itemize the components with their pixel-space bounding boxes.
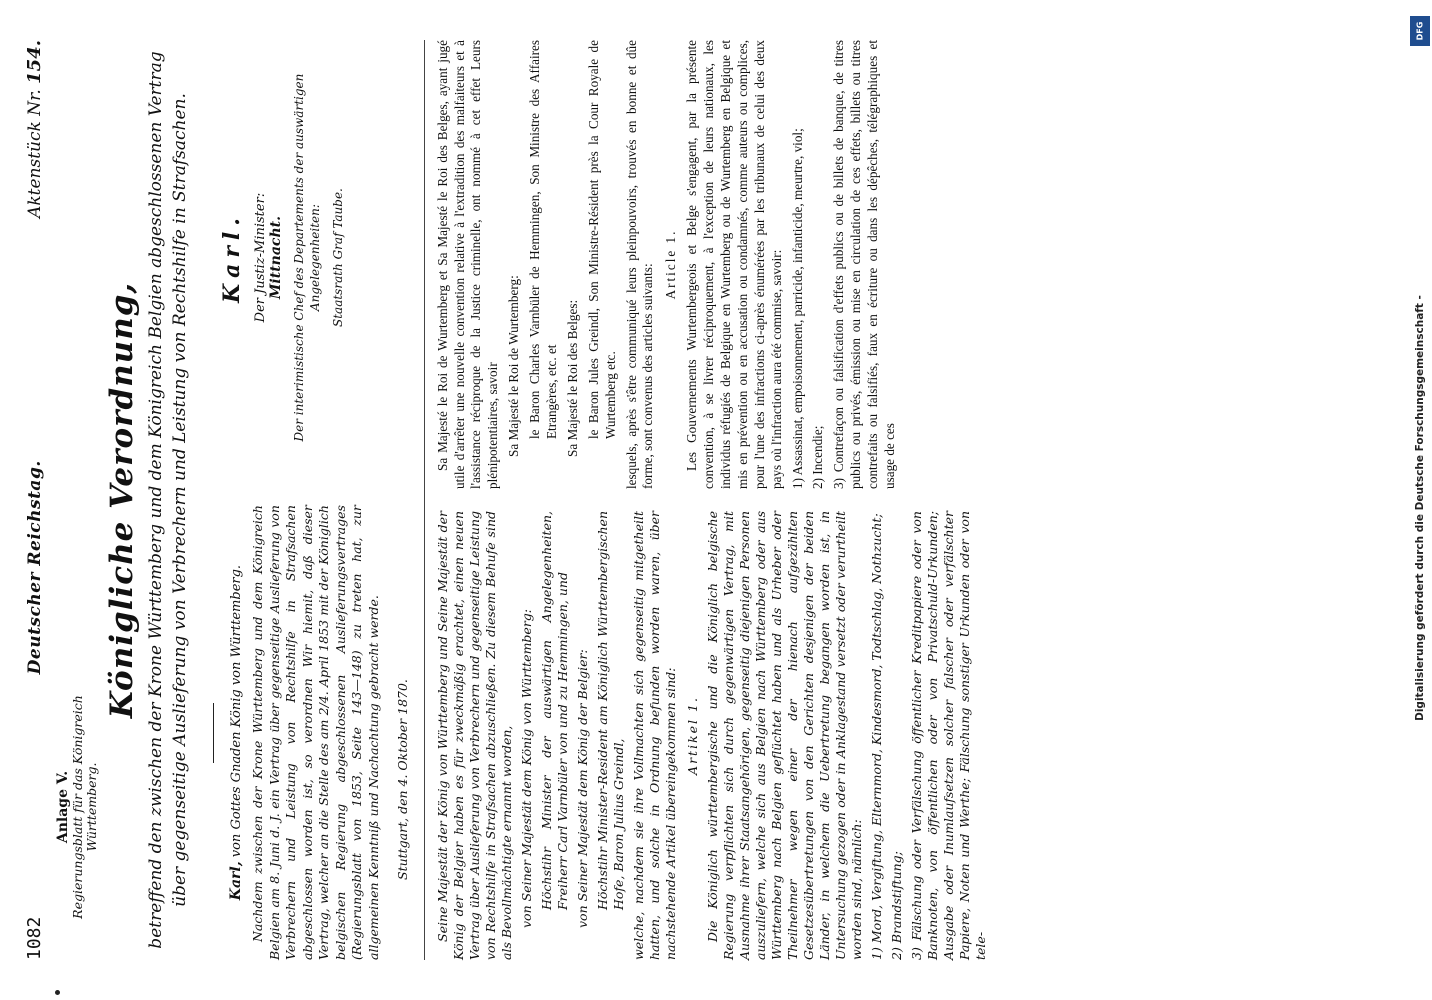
ordinance-subtitle: betreffend den zwischen der Krone Württemberg und dem Königreich Belgien abgeschlossenen Vertrag über gegenseitige Auslieferung von Verbrechern und Leistung von Rechtshilfe in Strafsachen. xyxy=(145,51,191,949)
german-article-heading: Artikel 1. xyxy=(684,696,700,775)
justice-minister-name: Mittnacht. xyxy=(268,216,285,300)
signature-block xyxy=(199,40,410,475)
french-article-heading: Article 1. xyxy=(663,229,679,300)
divider xyxy=(213,703,214,763)
document-number-value: 154. xyxy=(24,40,45,84)
list-item: 1) Mord, Vergiftung, Elternmord, Kindesmord, Todtschlag, Nothzucht; xyxy=(868,513,884,960)
list-item: 2) Brandstiftung; xyxy=(888,851,904,960)
document-number-label: Aktenstück Nr. xyxy=(25,89,45,218)
german-intro: Seine Majestät der König von Württemberg und Seine Majestät der König der Belgier haben es für zweckmäßig erachtet, einen neuen Vertrag über Auslieferung von Verbrechern und gegenseitige Leistung von Rechtshilfe in Strafsachen abzuschließen. Zu diesem Behufe sind als Bevollmächtigte ernannt worden, xyxy=(434,511,514,960)
annex-title: Anlage V. xyxy=(55,770,71,844)
annex-block xyxy=(55,692,100,922)
sovereign-style: von Gottes Gnaden König von Württemberg. xyxy=(229,564,245,858)
french-party2-rep: le Baron Jules Greindl, Son Ministre-Résident près la Cour Royale de Wurtemberg etc. xyxy=(585,40,618,439)
scan-speck xyxy=(55,990,60,995)
sovereign-line xyxy=(228,505,244,960)
german-party1: von Seiner Majestät dem König von Württemberg: xyxy=(518,608,534,928)
german-party1-rep: Höchstihr Minister der auswärtigen Angelegenheiten, Freiherr Carl Varnbüler von und zu Hemmingen, und xyxy=(538,511,570,910)
french-offence-list xyxy=(790,40,899,489)
ordinance-body xyxy=(199,40,410,960)
justice-minister-label: Der Justiz-Minister: xyxy=(253,192,269,323)
german-column xyxy=(435,511,993,960)
ordinance-title: Königliche Verordnung, xyxy=(103,281,140,719)
ordinance-preamble-block xyxy=(199,505,410,960)
document-number xyxy=(24,40,45,218)
digitization-credit xyxy=(1408,8,1432,998)
section-divider xyxy=(424,40,425,960)
treaty-columns xyxy=(435,40,993,960)
list-item: 3) Contrefaçon ou falsification d'effets publics ou de billets de banque, de titres publics ou privés, émission ou mise en circulation de ces effets, billets ou titres contrefaits ou falsifiés, faux en écriture ou dans les dépêches, télégraphiques et usage de ces xyxy=(831,39,897,489)
running-title: Deutscher Reichstag. xyxy=(25,460,45,675)
french-after-plenip: lesquels, après s'être communiqué leurs pleinpouvoirs, trouvés en bonne et dûe forme, sont convenus des articles suivants: xyxy=(623,40,656,489)
french-party2: Sa Majesté le Roi des Belges: xyxy=(564,299,580,457)
annex-source: Regierungsblatt für das Königreich Württemberg. xyxy=(70,695,100,919)
list-item: 3) Fälschung oder Verfälschung öffentlicher Kreditpapiere oder von Banknoten, von öffentlichen oder von Privatschuld-Urkunden; Ausgabe oder Inumlaufsetzen solcher falscher oder verfälschter Papiere, Noten und Werthe; Fälschung sonstiger Urkunden oder von tele- xyxy=(908,511,988,960)
foreign-minister-name: Staatsrath Graf Taube. xyxy=(331,188,346,327)
french-party1-rep: le Baron Charles Varnbüler de Hemmingen, Son Ministre des Affaires Etrangères, etc. et xyxy=(527,40,559,439)
signature-name: Karl. xyxy=(219,212,246,304)
french-column xyxy=(435,40,993,489)
german-after-plenip: welche, nachdem sie ihre Vollmachten sich gegenseitig mitgetheilt hatten, und solche in Ordnung befunden worden waren, über nachstehende Artikel übereingekommen sind: xyxy=(630,511,678,960)
page-header xyxy=(24,40,45,960)
sovereign-name: Karl, xyxy=(228,861,245,901)
foreign-minister-label: Der interimistische Chef des Departements der auswärtigen Angelegenheiten: xyxy=(292,73,322,442)
credit-text: Digitalisierung gefördert durch die Deutsche Forschungsgemeinschaft - xyxy=(1414,295,1426,721)
preamble-text: Nachdem zwischen der Krone Württemberg und dem Königreich Belgien am 8. Juni d. J. ein Vertrag über gegenseitige Auslieferung von Verbrechern und Leistung von Rechtshilfe in Strafsachen abgeschlossen worden ist, so verordnen Wir hiemit, daß dieser Vertrag, welcher an die Stelle des am 2/4. April 1853 mit der Königlich belgischen Regierung abgeschlossenen Auslieferungsvertrages (Regierungsblatt von 1853, Seite 143—148) zu treten hat, zur allgemeinen Kenntniß und Nachachtung gebracht werde. xyxy=(250,505,381,960)
dfg-logo-icon: DFG xyxy=(1410,16,1430,46)
german-party2: von Seiner Majestät dem König der Belgier: xyxy=(574,649,590,928)
german-party2-rep: Höchstihr Minister-Resident am Königlich Württembergischen Hofe, Baron Julius Greindl, xyxy=(594,511,626,910)
german-article-text: Die Königlich württembergische und die Königlich belgische Regierung verpflichten sich durch gegenwärtigen Vertrag, mit Ausnahme ihrer Staatsangehörigen, gegenseitig diejenigen Personen auszuliefern, welche sich aus Belgien nach Württemberg oder aus Württemberg nach Belgien geflüchtet haben und als Urheber oder Theilnehmer wegen einer der hienach aufgezählten Gesetzesübertretungen von den Gerichten desjenigen der beiden Länder, in welchem die Uebertretung begangen worden ist, in Untersuchung gezogen oder in Anklagestand versetzt oder verurtheilt worden sind, nämlich: xyxy=(704,511,864,960)
french-intro: Sa Majesté le Roi de Wurtemberg et Sa Majesté le Roi des Belges, ayant jugé utile d'arrêter une nouvelle convention relative à l'extradition des malfaiteurs et à l'assistance réciproque de la Justice criminelle, ont nommé à cet effet Leurs plénipotentiaires, savoir xyxy=(434,40,501,489)
page-number: 1082 xyxy=(24,916,45,960)
german-offence-list xyxy=(869,511,989,960)
french-article-text: Les Gouvernements Wurtembergeois et Belge s'engagent, par la présente convention, à se livrer réciproquement, à l'exception de leurs nationaux, les individus réfugiés de Belgique en Wurtemberg ou de Wurtemberg en Belgique et mis en prévention ou en accusation ou condamnés, comme auteurs ou complices, pour l'une des infractions ci-après énumérées par les tribunaux de celui des deux pays où l'infraction aura été commise, savoir: xyxy=(684,40,784,489)
list-item: 2) Incendie; xyxy=(810,425,826,489)
signed-place-date: Stuttgart, den 4. Oktober 1870. xyxy=(394,679,410,880)
french-party1: Sa Majesté le Roi de Wurtemberg: xyxy=(506,275,522,457)
list-item: 1) Assassinat, empoisonnement, parricide, infanticide, meurtre, viol; xyxy=(789,128,805,489)
